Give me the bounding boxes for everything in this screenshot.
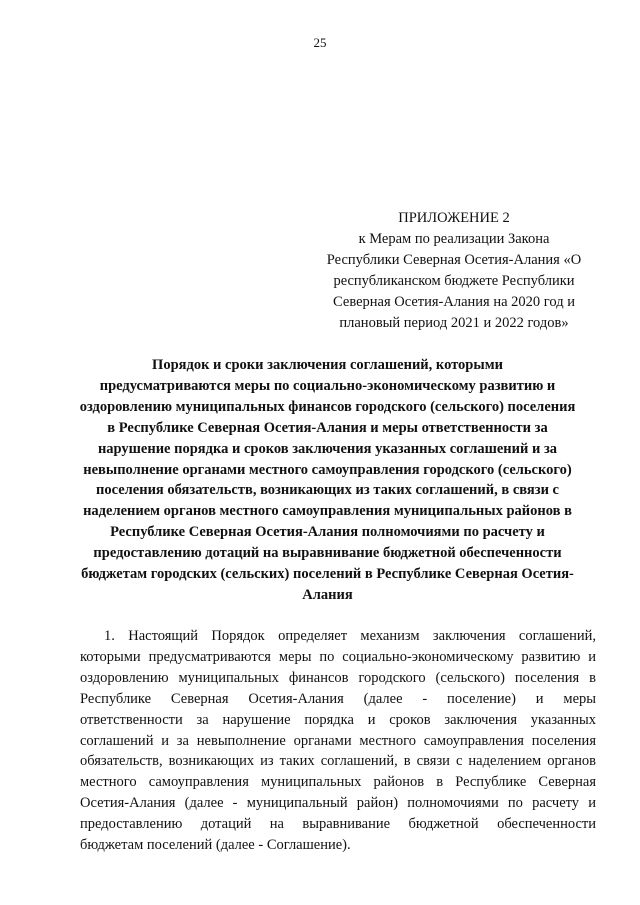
title-line: в Республике Северная Осетия-Алания и меры ответственности за xyxy=(107,419,548,436)
appendix-line: к Мерам по реализации Закона xyxy=(358,231,550,247)
title-line: предусматриваются меры по социально-экономическому развитию и xyxy=(99,377,556,394)
paragraph-line: соглашений и за невыполнение органами местного самоуправления поселения xyxy=(80,732,596,749)
title-line: Порядок и сроки заключения соглашений, которыми xyxy=(152,357,503,373)
title-line: оздоровлению муниципальных финансов городского (сельского) поселения xyxy=(79,398,576,415)
paragraph-line: 1. Настоящий Порядок определяет механизм заключения соглашений, xyxy=(104,628,596,644)
title-line: нарушение порядка и сроков заключения указанных соглашений и за xyxy=(97,440,558,457)
paragraph-line: обязательств, возникающих из таких соглашений, в связи с наделением органов xyxy=(80,753,596,770)
paragraph-line: Осетия-Алания (далее - муниципальный район) полномочиями по расчету и xyxy=(80,795,596,812)
title-line: невыполнение органами местного самоуправления городского (сельского) xyxy=(83,461,572,478)
appendix-line: Северная Осетия-Алания на 2020 год и xyxy=(333,294,575,310)
paragraph-line: Республике Северная Осетия-Алания (далее - поселение) и меры xyxy=(80,690,596,707)
paragraph-line: местного самоуправления муниципальных районов в Республике Северная xyxy=(80,774,596,791)
paragraph-line: ответственности за нарушение порядка и сроков заключения указанных xyxy=(80,711,596,728)
appendix-heading xyxy=(318,208,590,334)
appendix-line: плановый период 2021 и 2022 годов» xyxy=(339,315,569,331)
paragraph-1 xyxy=(80,626,596,856)
appendix-line: республиканском бюджете Республики xyxy=(333,273,575,289)
paragraph-line: оздоровлению муниципальных финансов городского (сельского) поселения в xyxy=(80,669,596,686)
title-line: Алания xyxy=(302,586,353,603)
paragraph-line: которыми предусматриваются меры по социально-экономическому развитию и xyxy=(80,648,596,665)
title-line: Республике Северная Осетия-Алания полномочиями по расчету и xyxy=(110,524,545,541)
document-title xyxy=(65,355,590,606)
title-line: наделением органов местного самоуправления муниципальных районов в xyxy=(83,503,572,520)
paragraph-line: бюджетам поселений (далее - Соглашение). xyxy=(80,837,351,854)
page-number: 25 xyxy=(313,35,327,50)
title-line: поселения обязательств, возникающих из таких соглашений, в связи с xyxy=(95,482,559,499)
title-line: бюджетам городских (сельских) поселений в Республике Северная Осетия- xyxy=(81,566,574,583)
appendix-line: ПРИЛОЖЕНИЕ 2 xyxy=(398,210,510,226)
title-line: предоставлению дотаций на выравнивание бюджетной обеспеченности xyxy=(93,545,562,562)
appendix-line: Республики Северная Осетия-Алания «О xyxy=(326,252,582,268)
paragraph-line: предоставлению дотаций на выравнивание бюджетной обеспеченности xyxy=(80,816,596,833)
